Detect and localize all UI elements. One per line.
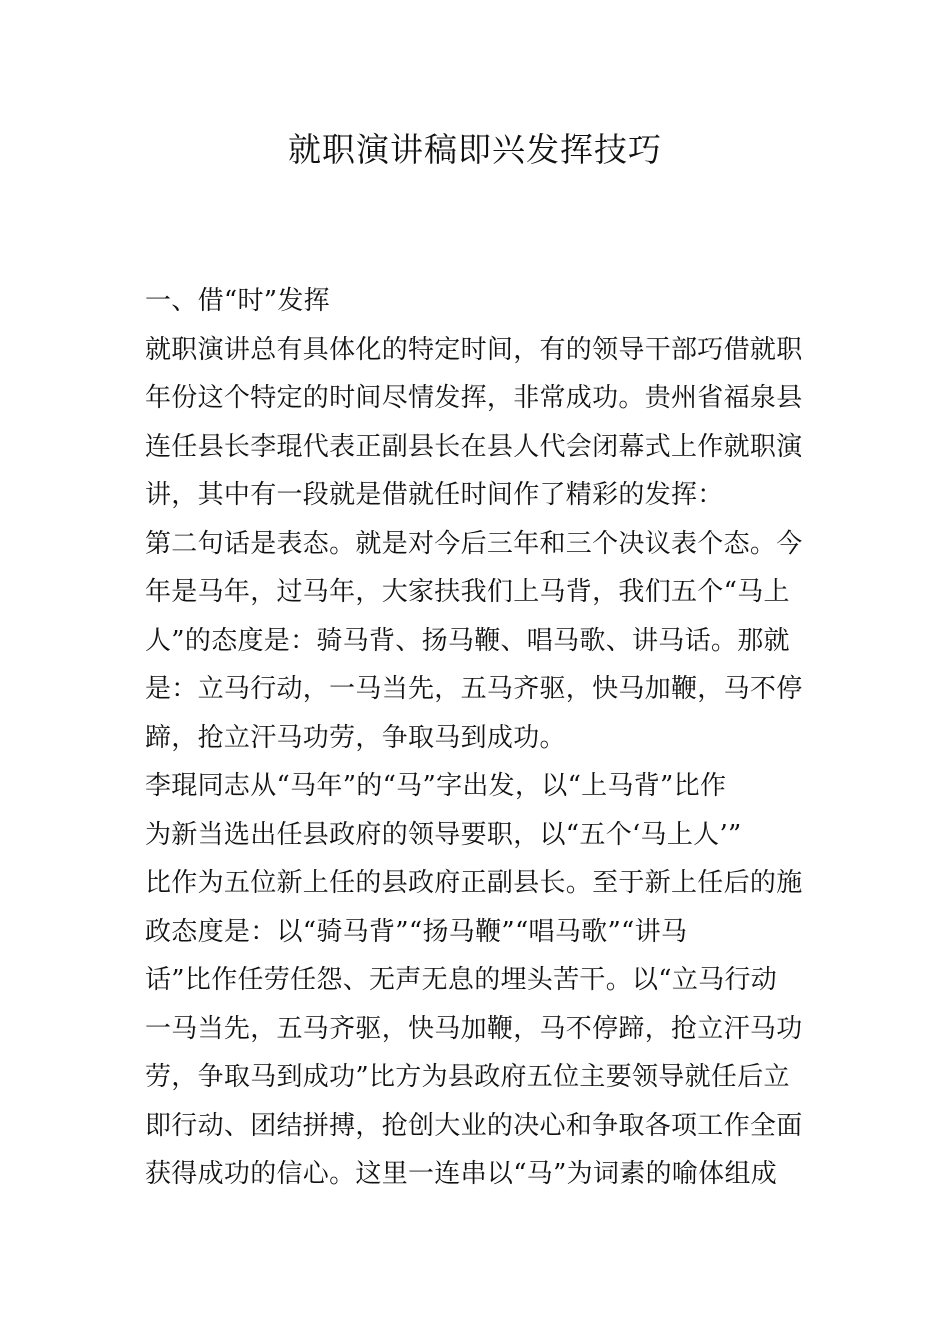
body-line: 李琨同志从“马年”的“马”字出发，以“上马背”比作: [145, 771, 727, 801]
section-heading: 一、借“时”发挥: [145, 286, 330, 316]
body-line: 政态度是：以“骑马背”“扬马鞭”“唱马歌”“讲马: [145, 916, 688, 947]
body-line: 讲，其中有一段就是借就任时间作了精彩的发挥：: [145, 480, 724, 510]
body-line: 即行动、团结拼搏，抢创大业的决心和争取各项工作全面: [145, 1110, 803, 1141]
body-line: 获得成功的信心。这里一连串以“马”为词素的喻体组成: [145, 1159, 778, 1189]
body-line: 蹄，抢立汗马功劳，争取马到成功。: [145, 722, 566, 753]
body-line: 一马当先，五马齐驱，快马加鞭，马不停蹄，抢立汗马功: [145, 1013, 803, 1044]
document-body: [145, 277, 810, 1199]
body-line: 年是马年，过马年，大家扶我们上马背，我们五个“马上: [145, 577, 790, 607]
body-line: 人”的态度是：骑马背、扬马鞭、唱马歌、讲马话。那就: [145, 625, 790, 656]
body-line: 就职演讲总有具体化的特定时间，有的领导干部巧借就职: [145, 334, 803, 365]
body-line: 劳，争取马到成功”比方为县政府五位主要领导就任后立: [145, 1062, 790, 1092]
body-line: 话”比作任劳任怨、无声无息的埋头苦干。以“立马行动: [145, 965, 778, 995]
body-line: 是：立马行动，一马当先，五马齐驱，快马加鞭，马不停: [145, 674, 803, 704]
body-line: 比作为五位新上任的县政府正副县长。至于新上任后的施: [145, 868, 803, 898]
body-line: 年份这个特定的时间尽情发挥，非常成功。贵州省福泉县: [145, 383, 803, 413]
body-line: 连任县长李琨代表正副县长在县人代会闭幕式上作就职演: [145, 431, 803, 462]
document-title: 就职演讲稿即兴发挥技巧: [288, 130, 662, 169]
body-line: 第二句话是表态。就是对今后三年和三个决议表个态。今: [145, 528, 803, 559]
body-line: 为新当选出任县政府的领导要职，以“五个‘马上人’”: [145, 819, 742, 850]
